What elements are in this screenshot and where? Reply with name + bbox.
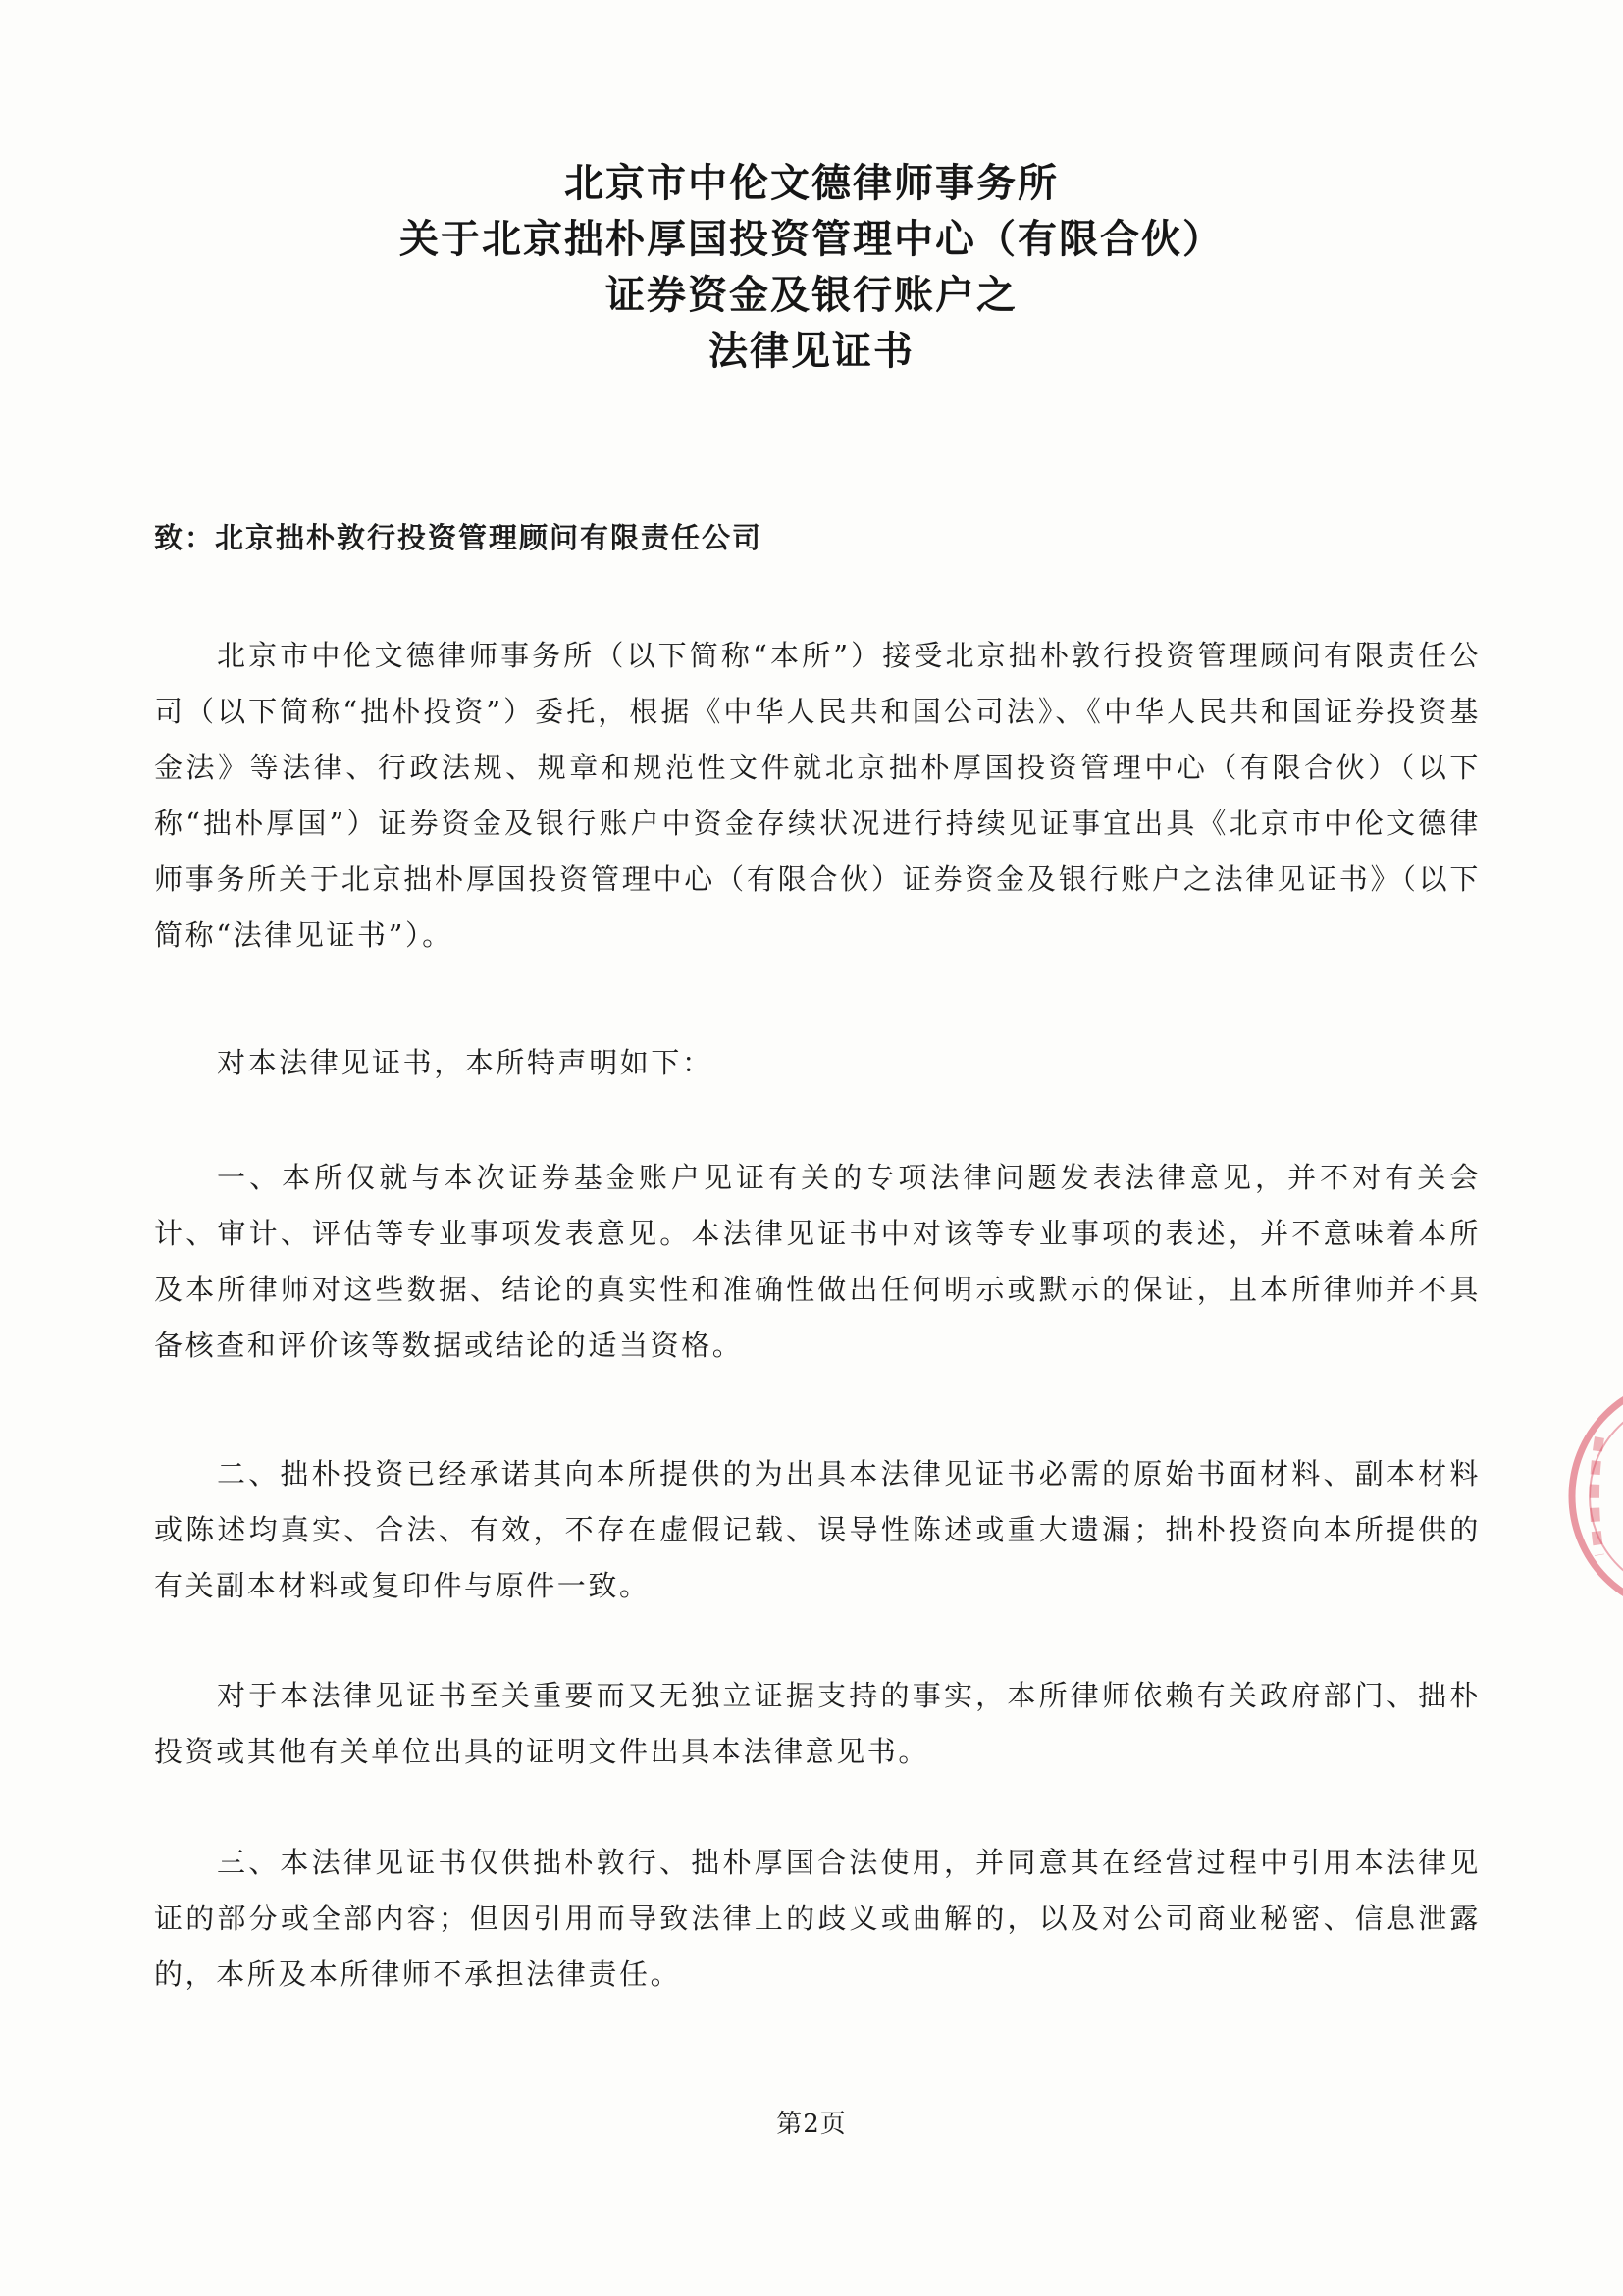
paragraph-reliance: 对于本法律见证书至关重要而又无独立证据支持的事实，本所律师依赖有关政府部门、拙朴投资或其他有关单位出具的证明文件出具本法律意见书。	[154, 1679, 1481, 1768]
addressee: 致：北京拙朴敦行投资管理顾问有限责任公司	[154, 521, 763, 554]
seal-stamp-icon	[1560, 1369, 1623, 1624]
title-line-1: 北京市中伦文德律师事务所	[564, 160, 1059, 206]
document-title	[0, 155, 1623, 379]
paragraph-intro: 北京市中伦文德律师事务所（以下简称“本所”）接受北京拙朴敦行投资管理顾问有限责任公司（以下简称“拙朴投资”）委托，根据《中华人民共和国公司法》、《中华人民共和国证券投资基金法》等法律、行政法规、规章和规范性文件就北京拙朴厚国投资管理中心（有限合伙）（以下称“拙朴厚国”）证券资金及银行账户中资金存续状况进行持续见证事宜出具《北京市中伦文德律师事务所关于北京拙朴厚国投资管理中心（有限合伙）证券资金及银行账户之法律见证书》（以下简称“法律见证书”）。	[154, 639, 1481, 952]
paragraph-clause-1: 一、本所仅就与本次证券基金账户见证有关的专项法律问题发表法律意见，并不对有关会计、审计、评估等专业事项发表意见。本法律见证书中对该等专业事项的表述，并不意味着本所及本所律师对这些数据、结论的真实性和准确性做出任何明示或默示的保证，且本所律师并不具备核查和评价该等数据或结论的适当资格。	[154, 1161, 1481, 1362]
paragraph-declaration: 对本法律见证书，本所特声明如下：	[217, 1046, 713, 1079]
title-line-3: 证券资金及银行账户之	[605, 272, 1018, 318]
title-line-2: 关于北京拙朴厚国投资管理中心（有限合伙）	[399, 216, 1224, 262]
title-line-4: 法律见证书	[708, 328, 915, 374]
paragraph-clause-3: 三、本法律见证书仅供拙朴敦行、拙朴厚国合法使用，并同意其在经营过程中引用本法律见证的部分或全部内容；但因引用而导致法律上的歧义或曲解的，以及对公司商业秘密、信息泄露的，本所及本所律师不承担法律责任。	[154, 1846, 1481, 1991]
page-number: 第2页	[776, 2110, 847, 2139]
paragraph-clause-2: 二、拙朴投资已经承诺其向本所提供的为出具本法律见证书必需的原始书面材料、副本材料或陈述均真实、合法、有效，不存在虚假记载、误导性陈述或重大遗漏；拙朴投资向本所提供的有关副本材料或复印件与原件一致。	[154, 1457, 1481, 1602]
